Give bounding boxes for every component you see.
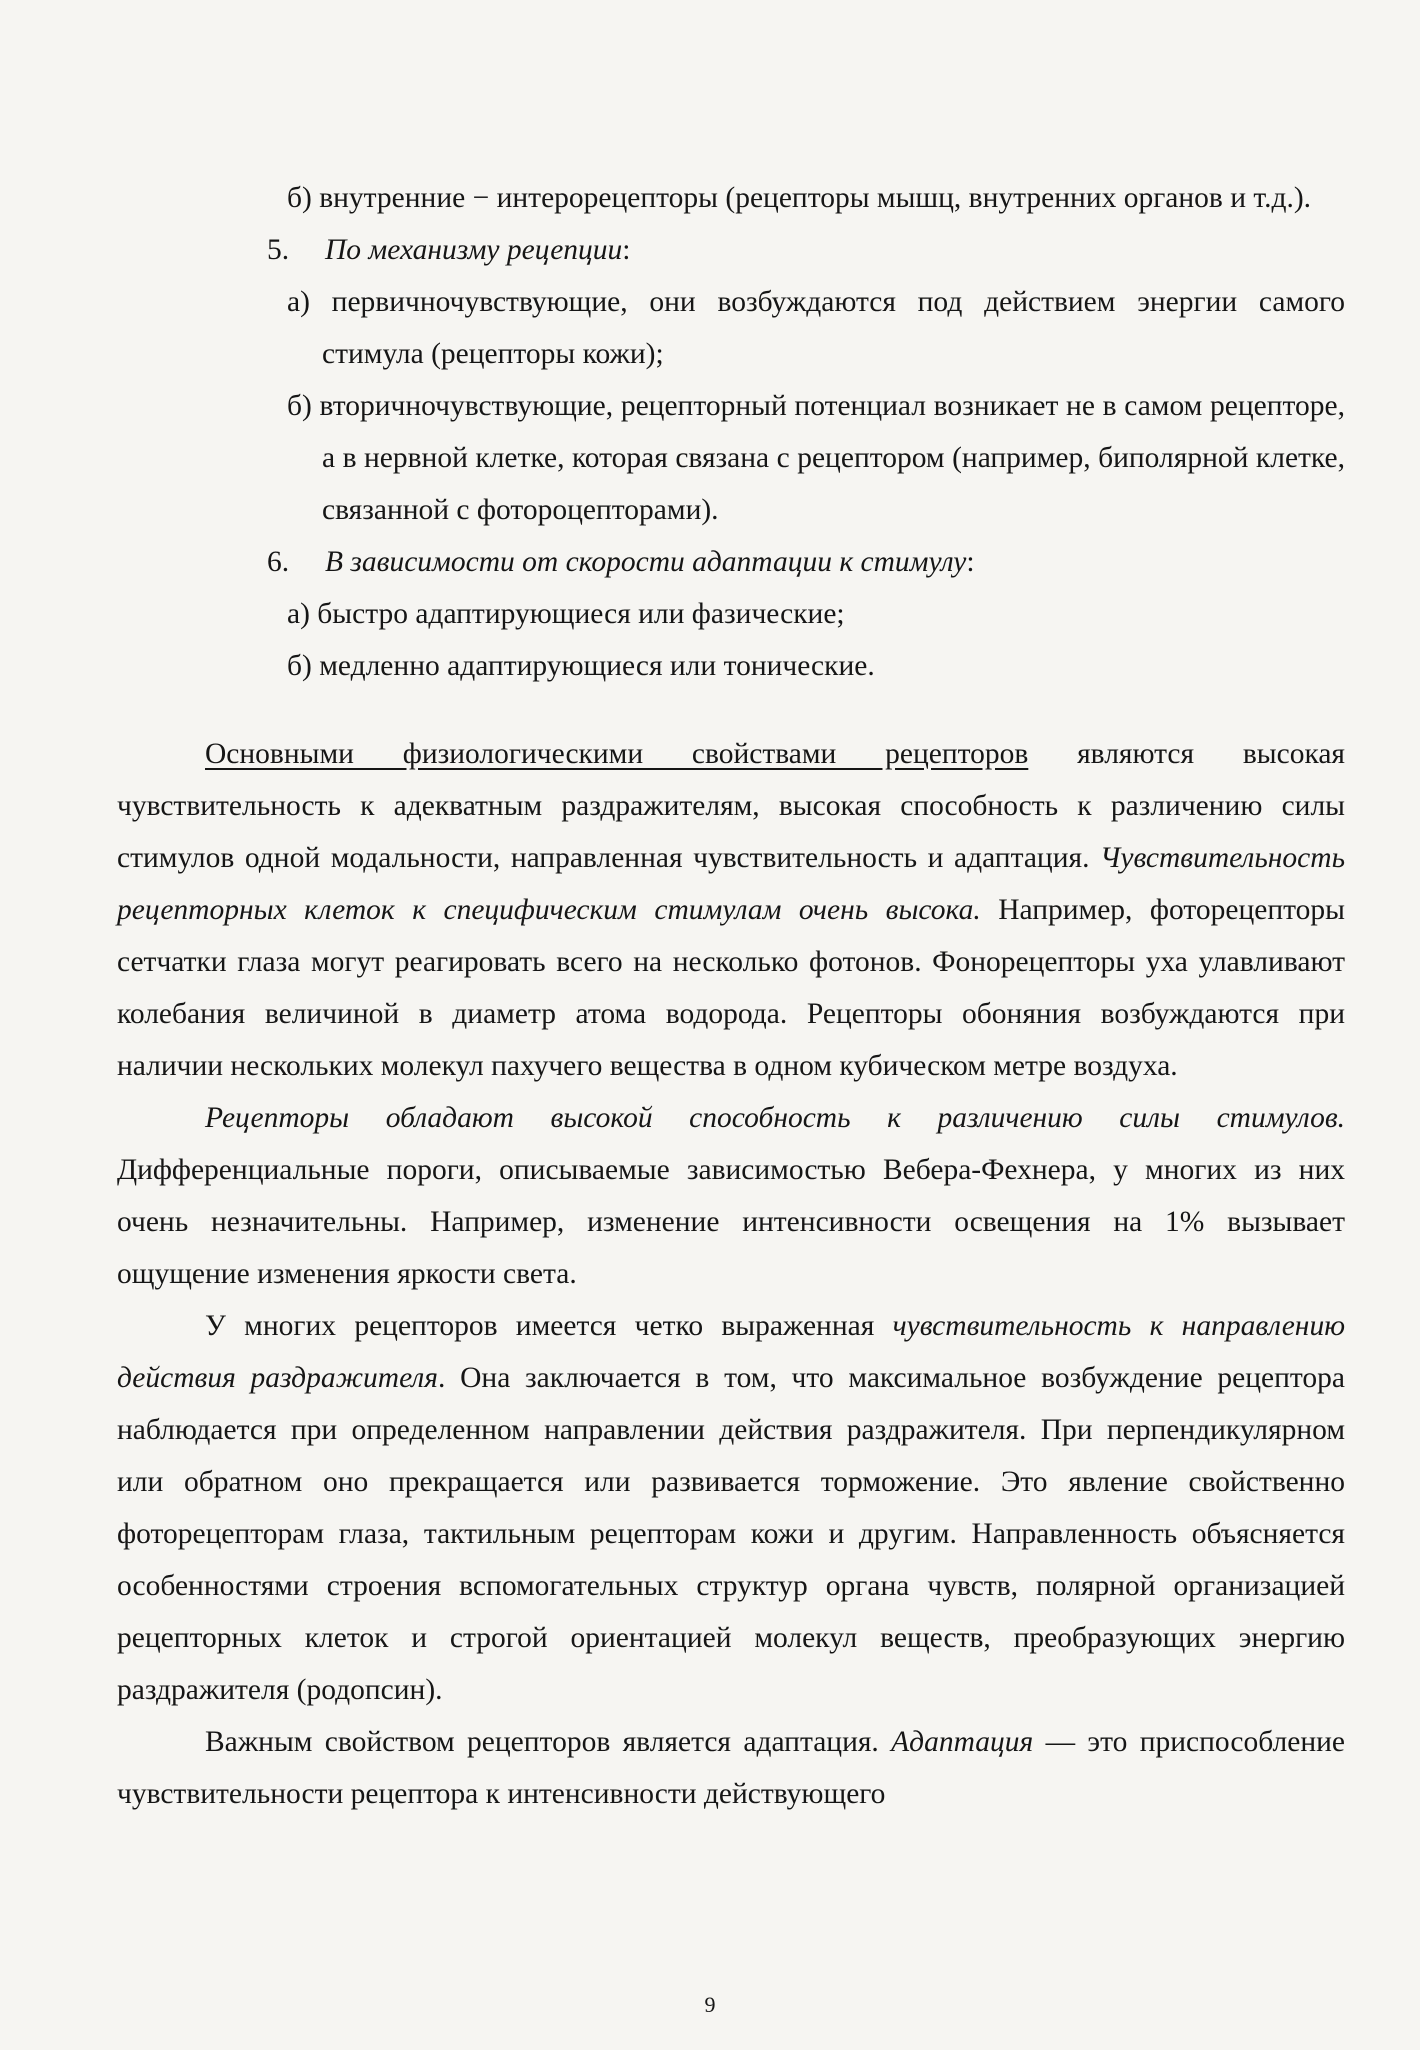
list-item-5 xyxy=(117,224,1345,276)
paragraph-discrimination xyxy=(117,1092,1345,1300)
paragraph-properties xyxy=(117,728,1345,1092)
paragraph-direction xyxy=(117,1300,1345,1716)
list-item-4b: б) внутренние − интерорецепторы (рецепторы мышц, внутренних органов и т.д.). xyxy=(287,182,1312,214)
list-number-5: 5. xyxy=(267,234,290,266)
italic-term: чувствительность к направлению действия раздражителя xyxy=(117,1310,1345,1394)
list-item-5b: б) вторичночувствующие, рецепторный потенциал возникает не в самом рецепторе, а в нервной клетке, которая связана с рецептором (например, биполярной клетке, связанной с фотороцепторами). xyxy=(287,390,1345,526)
list-item-6a: а) быстро адаптирующиеся или фазические; xyxy=(287,598,845,630)
list-heading-6: В зависимости от скорости адаптации к стимулу xyxy=(325,546,967,578)
paragraph-text: Дифференциальные пороги, описываемые зависимостью Вебера-Фехнера, у многих из них очень незначительны. Например, изменение интенсивности освещения на 1% вызывает ощущение изменения яркости света. xyxy=(117,1154,1345,1290)
paragraph-text: являются высокая чувствительность к адекватным раздражителям, высокая способность к различению силы стимулов одной модальности, направленная чувствительность и адаптация. xyxy=(117,738,1345,874)
list-number-6: 6. xyxy=(267,546,290,578)
list-colon-5: : xyxy=(622,234,631,266)
paragraph-spacer xyxy=(117,692,1345,728)
paragraph-text: — это приспособление чувствительности рецептора к интенсивности действующего xyxy=(117,1726,1345,1810)
paragraph-text: У многих рецепторов имеется четко выраженная xyxy=(205,1310,893,1342)
paragraph-text: . Она заключается в том, что максимальное возбуждение рецептора наблюдается при определенном направлении действия раздражителя. При перпендикулярном или обратном оно прекращается или развивается торможение. Это явление свойственно фоторецепторам глаза, тактильным рецепторам кожи и другим. Направленность объясняется особенностями строения вспомогательных структур органа чувств, полярной организацией рецепторных клеток и строгой ориентацией молекул веществ, преобразующих энергию раздражителя (родопсин). xyxy=(117,1362,1345,1706)
italic-term: Адаптация xyxy=(891,1726,1034,1758)
underlined-term: Основными физиологическими свойствами рецепторов xyxy=(205,738,1029,770)
list-item-5a: а) первичночувствующие, они возбуждаются под действием энергии самого стимула (рецепторы кожи); xyxy=(287,286,1345,370)
italic-statement: Рецепторы обладают высокой способность к различению силы стимулов. xyxy=(205,1102,1345,1134)
page-number: 9 xyxy=(704,1992,716,2017)
paragraph-text: Важным свойством рецепторов является адаптация. xyxy=(205,1726,892,1758)
list-colon-6: : xyxy=(966,546,975,578)
list-item-6 xyxy=(117,536,1345,588)
italic-statement: Чувствительность рецепторных клеток к специфическим стимулам очень высока. xyxy=(117,842,1345,926)
paragraph-adaptation xyxy=(117,1716,1345,1820)
list-heading-5: По механизму рецепции xyxy=(325,234,623,266)
paragraph-text: Например, фоторецепторы сетчатки глаза могут реагировать всего на несколько фотонов. Фонорецепторы уха улавливают колебания величиной в диаметр атома водорода. Рецепторы обоняния возбуждаются при наличии нескольких молекул пахучего вещества в одном кубическом метре воздуха. xyxy=(117,894,1345,1082)
list-item-6b: б) медленно адаптирующиеся или тонические. xyxy=(287,650,875,682)
